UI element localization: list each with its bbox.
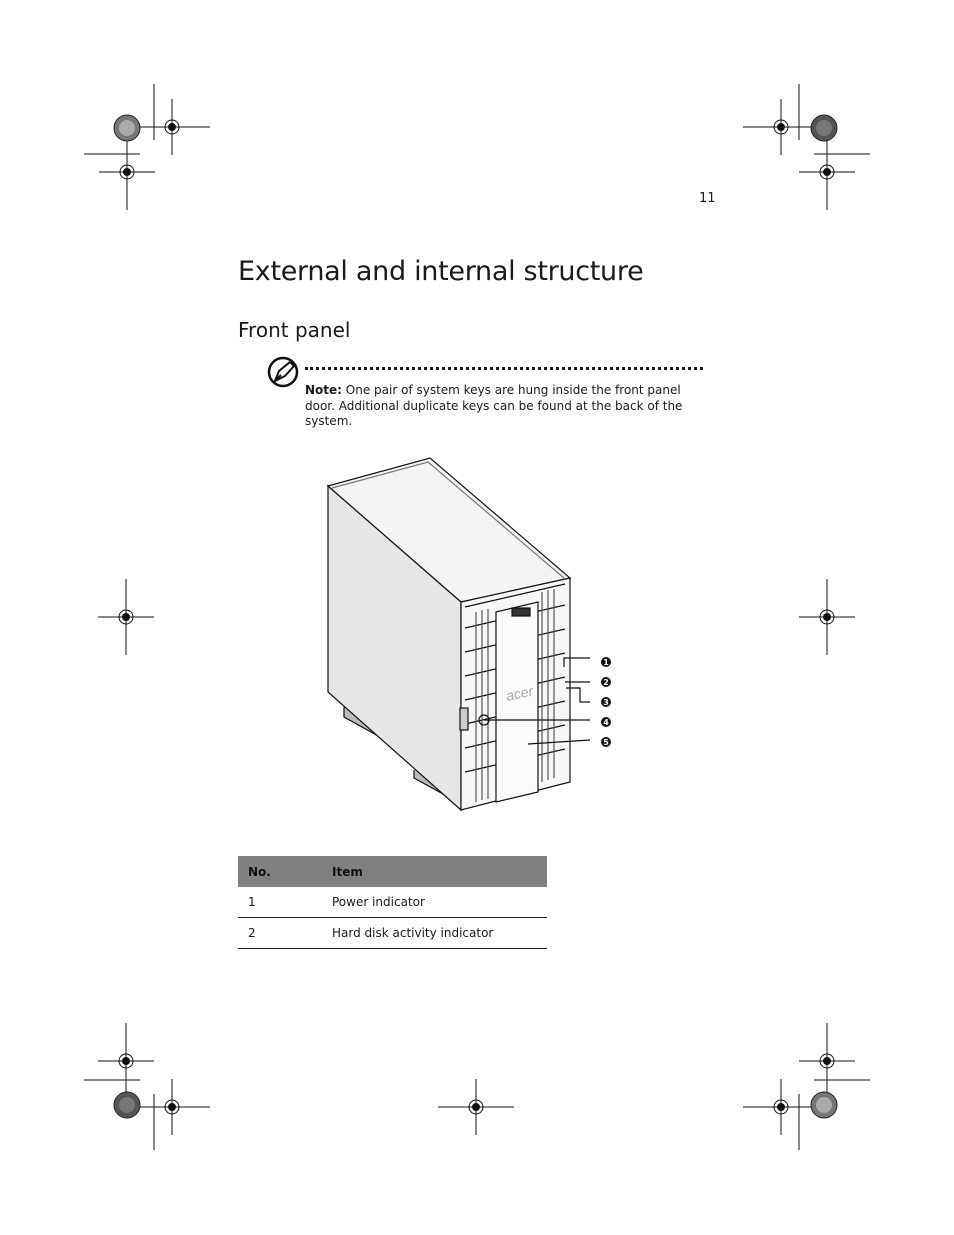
callout-4: 4 <box>603 718 609 727</box>
note-text <box>305 383 705 430</box>
server-front-panel-illustration <box>318 452 618 820</box>
row-item: Power indicator <box>322 887 547 918</box>
callout-markers <box>601 657 611 747</box>
note-divider <box>305 367 703 370</box>
note-label: Note: <box>305 383 342 397</box>
callout-5: 5 <box>603 738 609 747</box>
table-row <box>238 887 547 918</box>
row-number: 2 <box>238 918 322 949</box>
header-no: No. <box>238 856 322 887</box>
callout-2: 2 <box>603 678 609 687</box>
acer-logo: acer <box>504 682 535 704</box>
callout-1: 1 <box>603 658 609 667</box>
note-pen-icon <box>266 355 300 389</box>
table-header-row <box>238 856 547 887</box>
callout-3: 3 <box>603 698 609 707</box>
row-number: 1 <box>238 887 322 918</box>
row-item: Hard disk activity indicator <box>322 918 547 949</box>
table-row <box>238 918 547 949</box>
note-body: One pair of system keys are hung inside the front panel door. Additional duplicate keys can be found at the back of the system. <box>305 383 683 428</box>
page-title: External and internal structure <box>238 256 644 287</box>
page-number: 11 <box>699 191 716 206</box>
header-item: Item <box>322 856 547 887</box>
section-heading: Front panel <box>238 318 351 342</box>
front-panel-table <box>238 856 547 949</box>
